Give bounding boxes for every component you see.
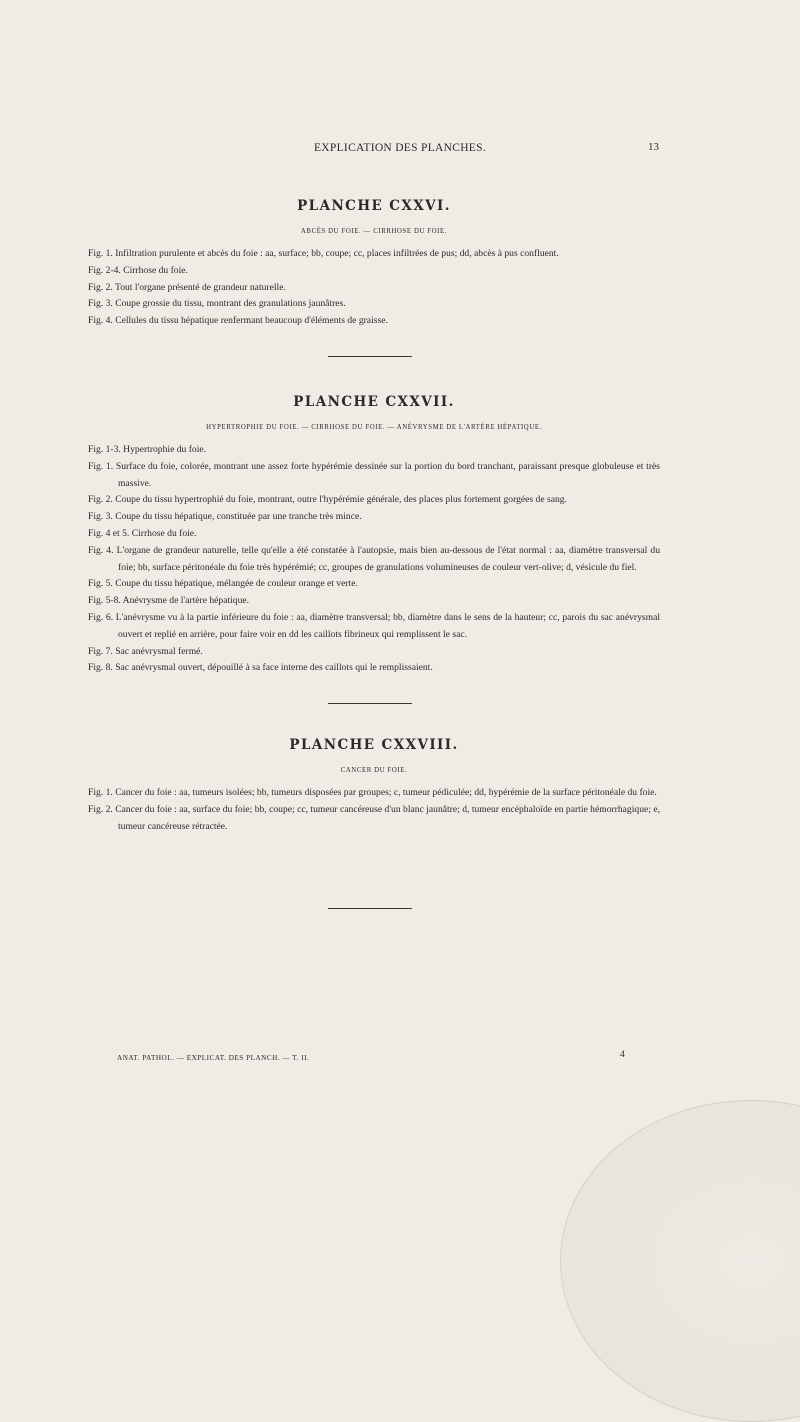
figure-legend: Fig. 1-3. Hypertrophie du foie. <box>88 444 207 455</box>
figure-legend: Fig. 1. Cancer du foie : aa, tumeurs isolées; bb, tumeurs disposées par groupes; c, tumeur pédiculée; dd, hypérémie de la surface péritonéale du foie. <box>88 787 657 798</box>
section-divider <box>328 908 412 909</box>
figure-legend: Fig. 2. Coupe du tissu hypertrophié du foie, montrant, outre l'hypérémie générale, des places plus fortement gorgées de sang. <box>88 494 567 506</box>
section-divider <box>328 356 412 357</box>
figure-legend: Fig. 1. Infiltration purulente et abcès du foie : aa, surface; bb, coupe; cc, places infiltrées de pus; dd, abcès à pus confluent. <box>88 248 559 259</box>
figure-legend: Fig. 6. L'anévrysme vu à la partie inférieure du foie : aa, diamètre transversal; bb, diamètre dans le sens de la hauteur; cc, parois du sac anévrysmal ouvert et replié en arrière, pour faire voir en dd les caillots fibrineux qui remplissent le sac. <box>88 611 660 640</box>
figure-legend: Fig. 2. Tout l'organe présenté de grandeur naturelle. <box>88 281 286 293</box>
plate-subtitle: ABCÈS DU FOIE. — CIRRHOSE DU FOIE. <box>300 228 448 235</box>
figure-legend: Fig. 5. Coupe du tissu hépatique, mélangée de couleur orange et verte. <box>88 578 358 590</box>
figure-legend: Fig. 4. Cellules du tissu hépatique renfermant beaucoup d'éléments de graisse. <box>88 315 388 327</box>
signature-mark: 4 <box>620 1050 625 1060</box>
plate-cxxvi <box>88 198 660 330</box>
plate-title: PLANCHE CXXVI. <box>297 198 451 214</box>
plate-cxxvii <box>88 394 660 677</box>
figure-legend: Fig. 5-8. Anévrysme de l'artère hépatique. <box>88 595 250 607</box>
figure-legend: Fig. 2-4. Cirrhose du foie. <box>88 264 188 276</box>
figure-legend: Fig. 1. Surface du foie, colorée, montrant une assez forte hypérémie dessinée sur la portion du bord tranchant, paraissant presque globuleuse et très massive. <box>88 460 660 489</box>
plate-subtitle: HYPERTROPHIE DU FOIE. — CIRRHOSE DU FOIE. — ANÉVRYSME DE L'ARTÈRE HÉPATIQUE. <box>206 424 542 431</box>
figure-legend: Fig. 2. Cancer du foie : aa, surface du foie; bb, coupe; cc, tumeur cancéreuse d'un blanc jaunâtre; d, tumeur encéphaloïde en partie hémorrhagique; e, tumeur cancéreuse rétractée. <box>88 803 660 832</box>
figure-legend: Fig. 3. Coupe grossie du tissu, montrant des granulations jaunâtres. <box>88 298 346 310</box>
section-divider <box>328 703 412 704</box>
plate-title: PLANCHE CXXVIII. <box>289 737 459 753</box>
figure-legend: Fig. 4 et 5. Cirrhose du foie. <box>88 527 197 539</box>
figure-legend: Fig. 8. Sac anévrysmal ouvert, dépouillé à sa face interne des caillots qui le remplissaient. <box>88 662 433 674</box>
running-head: EXPLICATION DES PLANCHES. <box>313 142 487 154</box>
figure-legend: Fig. 4. L'organe de grandeur naturelle, telle qu'elle a été constatée à l'autopsie, mais bien au-dessous de l'état normal : aa, diamètre transversal du foie; bb, surface péritonéale du foie très hypérémié; cc, groupes de granulations volumineuses de couleur vert-olive; d, vésicule du fiel. <box>88 544 660 573</box>
footer-imprint: ANAT. PATHOL. — EXPLICAT. DES PLANCH. — T. II. <box>117 1054 310 1062</box>
page-number: 13 <box>648 141 659 153</box>
plate-title: PLANCHE CXXVII. <box>293 394 455 410</box>
plate-cxxviii <box>88 737 660 835</box>
plate-subtitle: CANCER DU FOIE. <box>340 767 408 774</box>
figure-legend: Fig. 3. Coupe du tissu hépatique, constituée par une tranche très mince. <box>88 511 362 523</box>
figure-legend: Fig. 7. Sac anévrysmal fermé. <box>88 645 203 657</box>
paper-stain <box>560 1100 800 1422</box>
